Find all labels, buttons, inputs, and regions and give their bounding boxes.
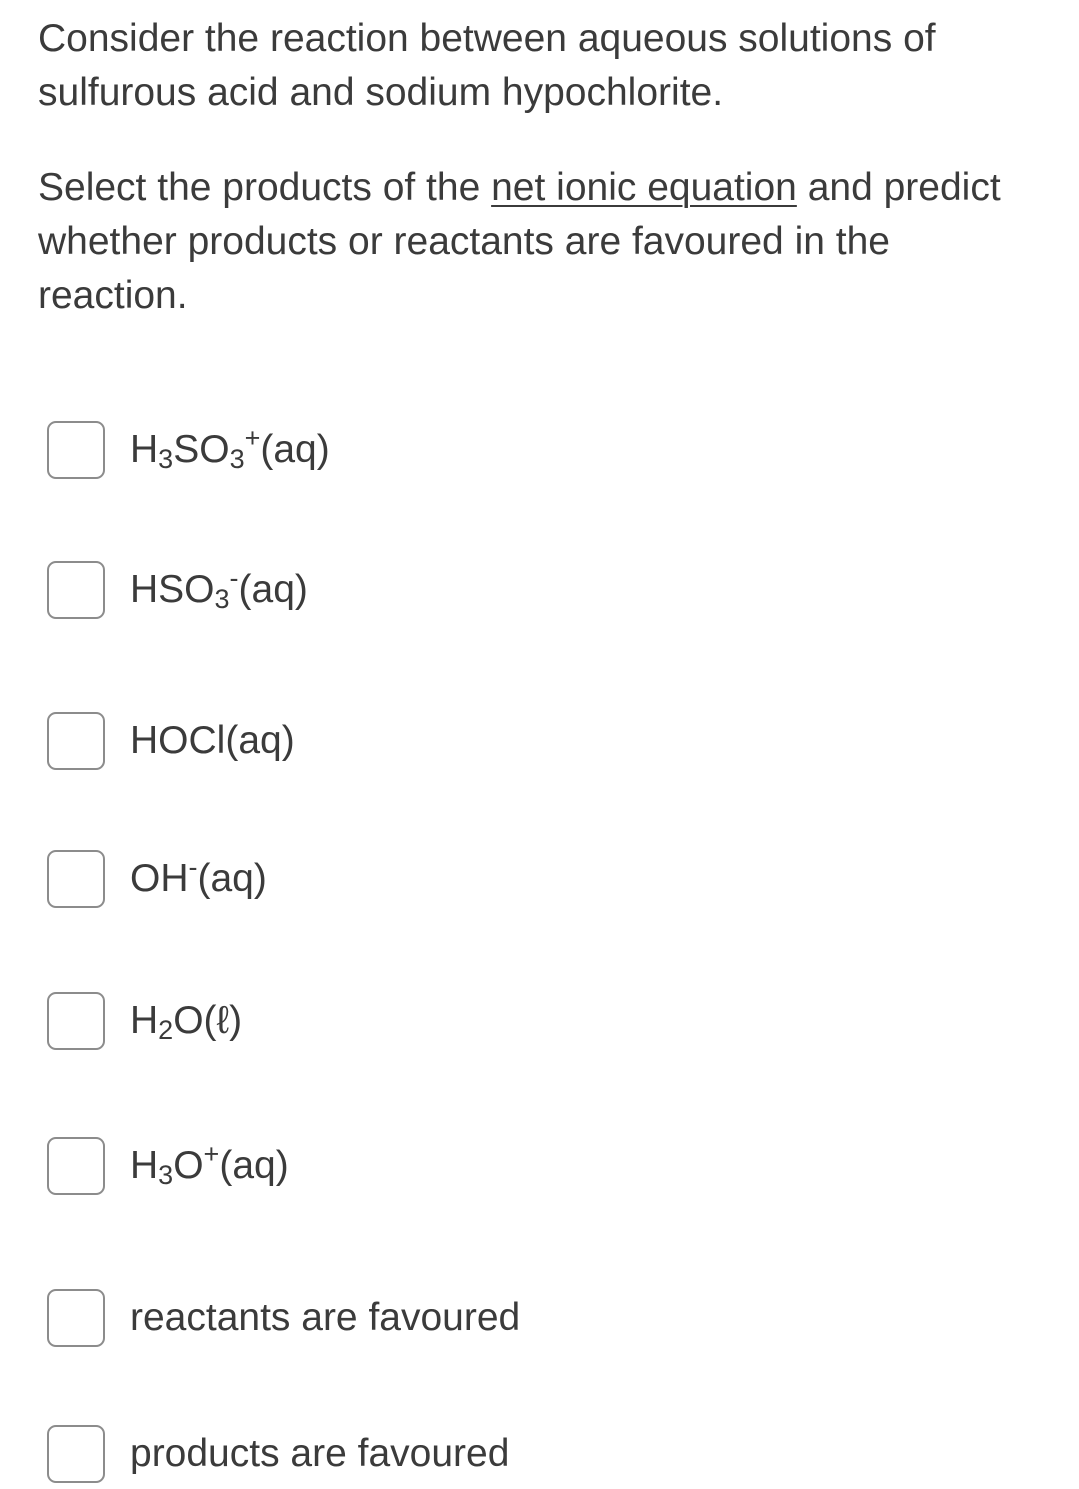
net-ionic-equation-link[interactable]: net ionic equation — [491, 166, 797, 209]
checkbox[interactable] — [47, 1425, 105, 1483]
formula-subscript: 3 — [214, 584, 230, 614]
checkbox[interactable] — [47, 561, 105, 619]
formula-subscript: 3 — [229, 444, 245, 474]
formula-part: O — [173, 1144, 204, 1187]
option-label — [130, 563, 308, 614]
instruction-text-after: and predict whether products or reactants are favoured in the reaction. — [38, 166, 1001, 317]
option-h2o[interactable] — [47, 990, 242, 1052]
option-label — [130, 423, 330, 474]
formula-part: SO — [173, 428, 230, 471]
checkbox[interactable] — [47, 712, 105, 770]
option-hocl[interactable] — [47, 710, 295, 772]
formula-charge: + — [203, 1139, 220, 1169]
formula-subscript: 3 — [158, 1160, 174, 1190]
formula-part: H — [130, 428, 159, 471]
formula-charge: + — [244, 423, 261, 453]
question-instruction — [38, 161, 1048, 323]
checkbox[interactable] — [47, 1137, 105, 1195]
option-label: reactants are favoured — [130, 1296, 521, 1339]
formula-part: H — [130, 999, 159, 1042]
checkbox[interactable] — [47, 850, 105, 908]
formula-phase: (ℓ) — [203, 999, 243, 1042]
option-label — [130, 997, 242, 1045]
formula-subscript: 3 — [158, 444, 174, 474]
checkbox[interactable] — [47, 992, 105, 1050]
option-label — [130, 1139, 289, 1190]
option-products-favoured[interactable] — [47, 1423, 509, 1485]
formula-phase: (aq) — [260, 428, 330, 471]
checkbox[interactable] — [47, 1289, 105, 1347]
formula-phase: (aq) — [219, 1144, 289, 1187]
option-reactants-favoured[interactable] — [47, 1287, 520, 1349]
question-intro: Consider the reaction between aqueous solutions of sulfurous acid and sodium hypochlorite. — [38, 17, 936, 114]
option-oh-minus[interactable] — [47, 848, 267, 910]
instruction-text-before: Select the products of the — [38, 166, 492, 209]
option-label: HOCl(aq) — [130, 719, 295, 762]
option-h3so3-plus[interactable] — [47, 419, 330, 481]
formula-phase: (aq) — [238, 568, 308, 611]
formula-phase: (aq) — [197, 857, 267, 900]
formula-charge: - — [229, 563, 239, 593]
formula-subscript: 2 — [158, 1015, 174, 1045]
option-hso3-minus[interactable] — [47, 559, 308, 621]
formula-part: OH — [130, 857, 189, 900]
formula-part: HSO — [130, 568, 215, 611]
formula-charge: - — [188, 852, 198, 882]
checkbox[interactable] — [47, 421, 105, 479]
option-label — [130, 852, 267, 903]
formula-part: H — [130, 1144, 159, 1187]
option-label: products are favoured — [130, 1432, 510, 1475]
formula-part: O — [173, 999, 204, 1042]
option-h3o-plus[interactable] — [47, 1135, 289, 1197]
